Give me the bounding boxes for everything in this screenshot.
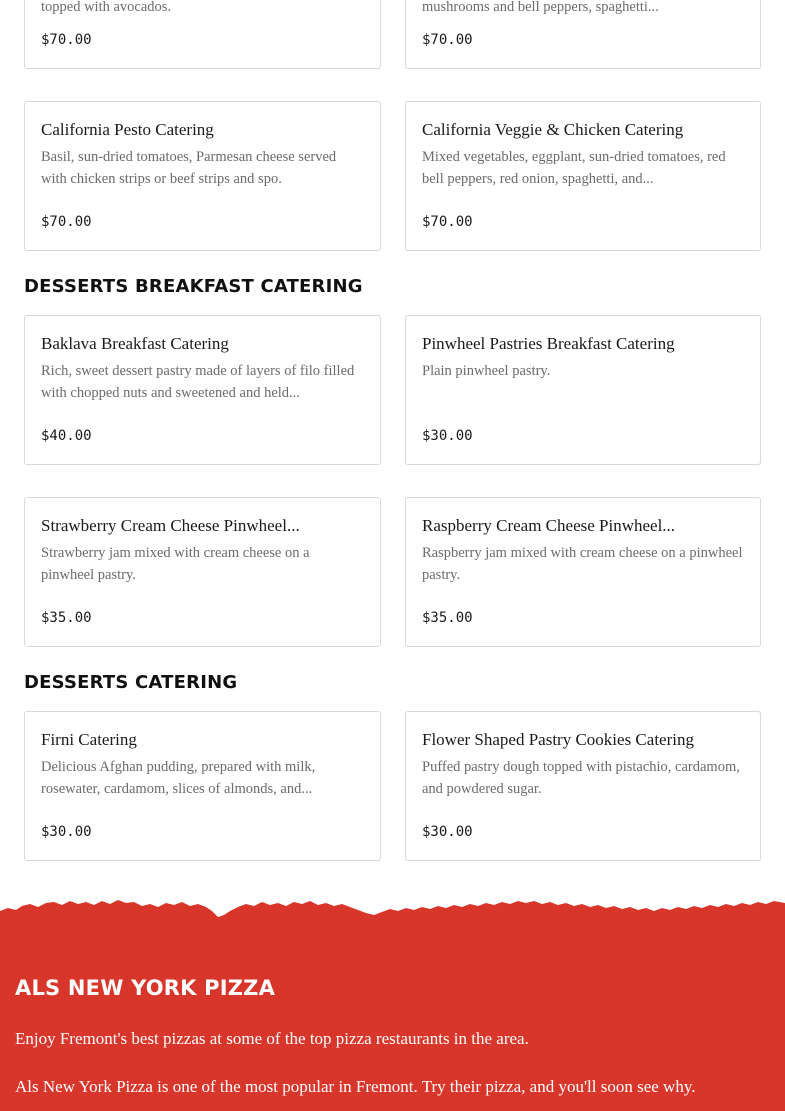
menu-item-description: mushrooms and bell peppers, spaghetti...	[422, 0, 659, 15]
menu-item-price: $35.00	[422, 610, 473, 626]
site-footer	[0, 880, 785, 1111]
menu-item-title: Pinwheel Pastries Breakfast Catering	[422, 334, 675, 353]
menu-item-title: Baklava Breakfast Catering	[41, 334, 229, 353]
menu-item-price: $70.00	[422, 214, 473, 230]
menu-item-card[interactable]	[405, 315, 761, 465]
menu-item-title: Strawberry Cream Cheese Pinwheel...	[41, 516, 300, 535]
menu-grid-partial	[24, 0, 761, 69]
menu-item-card[interactable]	[405, 0, 761, 69]
footer-brand-title: ALS NEW YORK PIZZA	[15, 976, 276, 1000]
menu-item-card[interactable]	[24, 315, 381, 465]
footer-paragraph: Als New York Pizza is one of the most popular in Fremont. Try their pizza, and you'll soon see why.	[15, 1077, 696, 1096]
footer-paragraph: Enjoy Fremont's best pizzas at some of the top pizza restaurants in the area.	[15, 1029, 529, 1048]
menu-item-description: Mixed vegetables, eggplant, sun-dried tomatoes, red bell peppers, red onion, spaghetti, and...	[422, 149, 726, 187]
menu-item-card[interactable]	[405, 101, 761, 251]
section-heading-desserts: DESSERTS CATERING	[24, 672, 238, 693]
menu-item-title: Flower Shaped Pastry Cookies Catering	[422, 730, 694, 749]
menu-item-description: Delicious Afghan pudding, prepared with milk, rosewater, cardamom, slices of almonds, and...	[41, 759, 316, 797]
menu-item-description: Basil, sun-dried tomatoes, Parmesan cheese served with chicken strips or beef strips and spo.	[41, 149, 337, 187]
menu-item-price: $35.00	[41, 610, 92, 626]
menu-item-description: Rich, sweet dessert pastry made of layers of filo filled with chopped nuts and sweetened and held...	[41, 363, 355, 401]
menu-item-title: Raspberry Cream Cheese Pinwheel...	[422, 516, 676, 535]
menu-item-price: $70.00	[41, 214, 92, 230]
menu-item-price: $30.00	[422, 428, 473, 444]
menu-item-price: $70.00	[41, 32, 92, 48]
menu-item-description: Strawberry jam mixed with cream cheese on a pinwheel pastry.	[41, 545, 310, 583]
menu-item-title: California Veggie & Chicken Catering	[422, 120, 684, 139]
menu-item-title: California Pesto Catering	[41, 120, 214, 139]
menu-item-price: $40.00	[41, 428, 92, 444]
menu-grid-desserts-breakfast-row2	[24, 497, 761, 647]
menu-grid-california	[24, 101, 761, 251]
menu-item-card[interactable]	[405, 497, 761, 647]
footer-content	[15, 974, 775, 1096]
menu-item-price: $30.00	[422, 824, 473, 840]
menu-item-card[interactable]	[24, 101, 381, 251]
menu-item-card[interactable]	[24, 0, 381, 69]
menu-item-card[interactable]	[405, 711, 761, 861]
menu-item-price: $30.00	[41, 824, 92, 840]
menu-item-description: topped with avocados.	[41, 0, 172, 15]
section-heading-desserts-breakfast: DESSERTS BREAKFAST CATERING	[24, 276, 363, 297]
menu-item-card[interactable]	[24, 497, 381, 647]
menu-item-description: Puffed pastry dough topped with pistachio, cardamom, and powdered sugar.	[422, 759, 740, 797]
menu-grid-desserts-breakfast	[24, 315, 761, 465]
menu-grid-desserts	[24, 711, 761, 861]
menu-item-price: $70.00	[422, 32, 473, 48]
menu-item-card[interactable]	[24, 711, 381, 861]
menu-item-description: Plain pinwheel pastry.	[422, 363, 551, 379]
menu-item-description: Raspberry jam mixed with cream cheese on a pinwheel pastry.	[422, 545, 743, 583]
menu-item-title: Firni Catering	[41, 730, 137, 749]
